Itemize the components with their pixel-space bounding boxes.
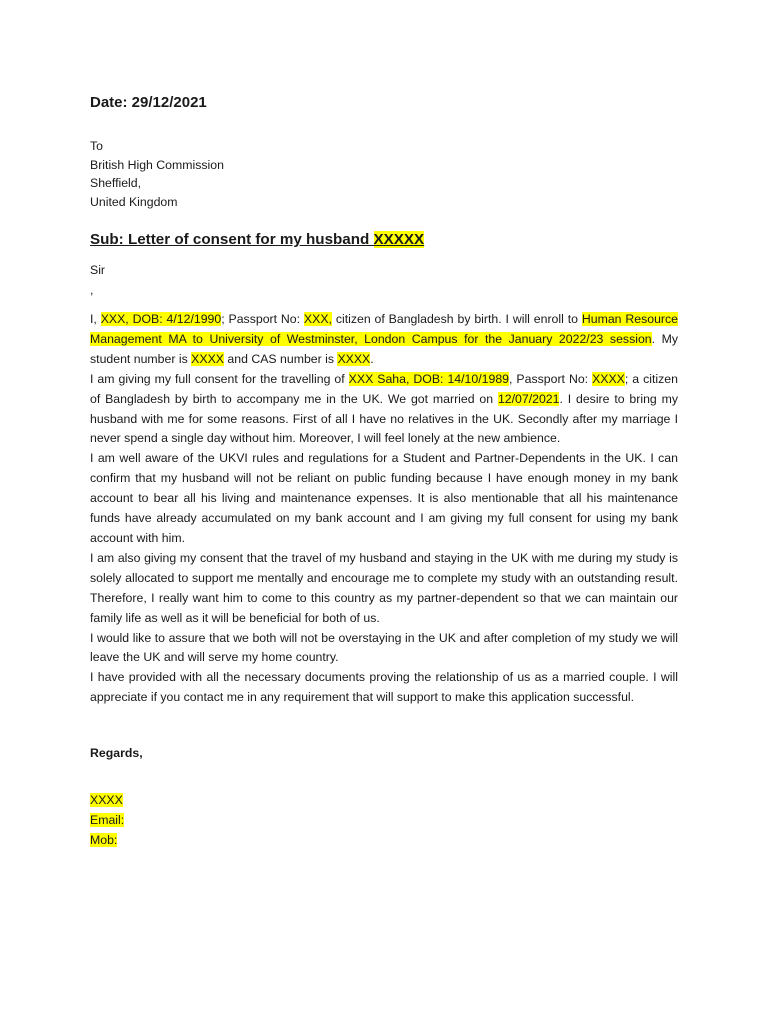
subject-name-highlight: XXXXX (373, 231, 425, 248)
p2-text-4: . I desire to bring my husband with me for some reasons. First of all I have no relatives in the UK. Secondly after my marriage I never spend a single day without him. Moreover, I will feel lonely at the new ambience. (90, 391, 678, 446)
signature-mob: Mob: (90, 833, 118, 847)
p1-highlight-cas-number: XXXX (337, 351, 371, 366)
p1-text-1: I, (90, 312, 101, 326)
p1-highlight-passport: XXX, (303, 312, 332, 326)
p2-text-1: I am giving my full consent for the travelling of (90, 371, 349, 386)
signature-block (90, 790, 124, 850)
p1-highlight-dob: XXX, DOB: 4/12/1990 (100, 312, 222, 326)
p2-text-3: ; a citizen of Bangladesh by birth to accompany me in the UK. We got married on (90, 371, 678, 406)
p1-highlight-course: Human Resource Management MA to University of Westminster, London Campus for the January 2022/23 session (90, 312, 678, 346)
p2-highlight-husband: XXX Saha, DOB: 14/10/1989 (348, 371, 510, 386)
subject-line (90, 231, 424, 248)
p2-text-2: , Passport No: (509, 371, 593, 386)
p1-text-6: . (370, 351, 374, 366)
address-line-3: United Kingdom (90, 195, 178, 210)
p2-highlight-passport: XXXX (592, 371, 625, 386)
subject-text: Sub: Letter of consent for my husband (90, 231, 374, 248)
letter-body (90, 310, 678, 708)
paragraph-3: I am well aware of the UKVI rules and regulations for a Student and Partner-Dependents in the UK. I can confirm that my husband will not be reliant on public funding because I have enough money in my bank account to bear all his living and maintenance expenses. It is also mentionable that all his maintenance funds have already accumulated on my bank account and I am giving my full consent for using my bank account with him. (90, 451, 678, 545)
paragraph-4: I am also giving my consent that the travel of my husband and staying in the UK with me during my study is solely allocated to support me mentally and encourage me to complete my study with an outstanding result. Therefore, I really want him to come to this country as my partner-dependent so that we can maintain our family life as well as it will be beneficial for both of us. (90, 550, 678, 625)
p2-highlight-marriage-date: 12/07/2021 (497, 391, 560, 406)
p1-text-3: citizen of Bangladesh by birth. I will enroll to (331, 312, 582, 326)
salutation: Sir (90, 263, 106, 277)
closing-regards: Regards, (90, 746, 143, 760)
paragraph-5: I would like to assure that we both will not be overstaying in the UK and after completion of my study we will leave the UK and will serve my home country. (90, 630, 678, 665)
paragraph-6: I have provided with all the necessary documents proving the relationship of us as a married couple. I will appreciate if you contact me in any requirement that will support to make this application successful. (90, 670, 678, 705)
address-line-1: British High Commission (90, 157, 224, 172)
p1-text-4: . My student number is (90, 331, 678, 366)
recipient-address (90, 137, 224, 212)
paragraph-2 (90, 370, 678, 450)
p1-text-5: and CAS number is (223, 351, 338, 366)
address-line-2: Sheffield, (90, 176, 142, 191)
p1-text-2: ; Passport No: (221, 312, 304, 326)
p1-highlight-student-number: XXXX (191, 351, 224, 366)
signature-email: Email: (90, 813, 125, 827)
letter-date: Date: 29/12/2021 (90, 94, 207, 111)
paragraph-1 (90, 310, 678, 370)
salutation-comma: , (90, 283, 94, 297)
address-to: To (90, 139, 103, 153)
signature-name: XXXX (90, 793, 123, 807)
